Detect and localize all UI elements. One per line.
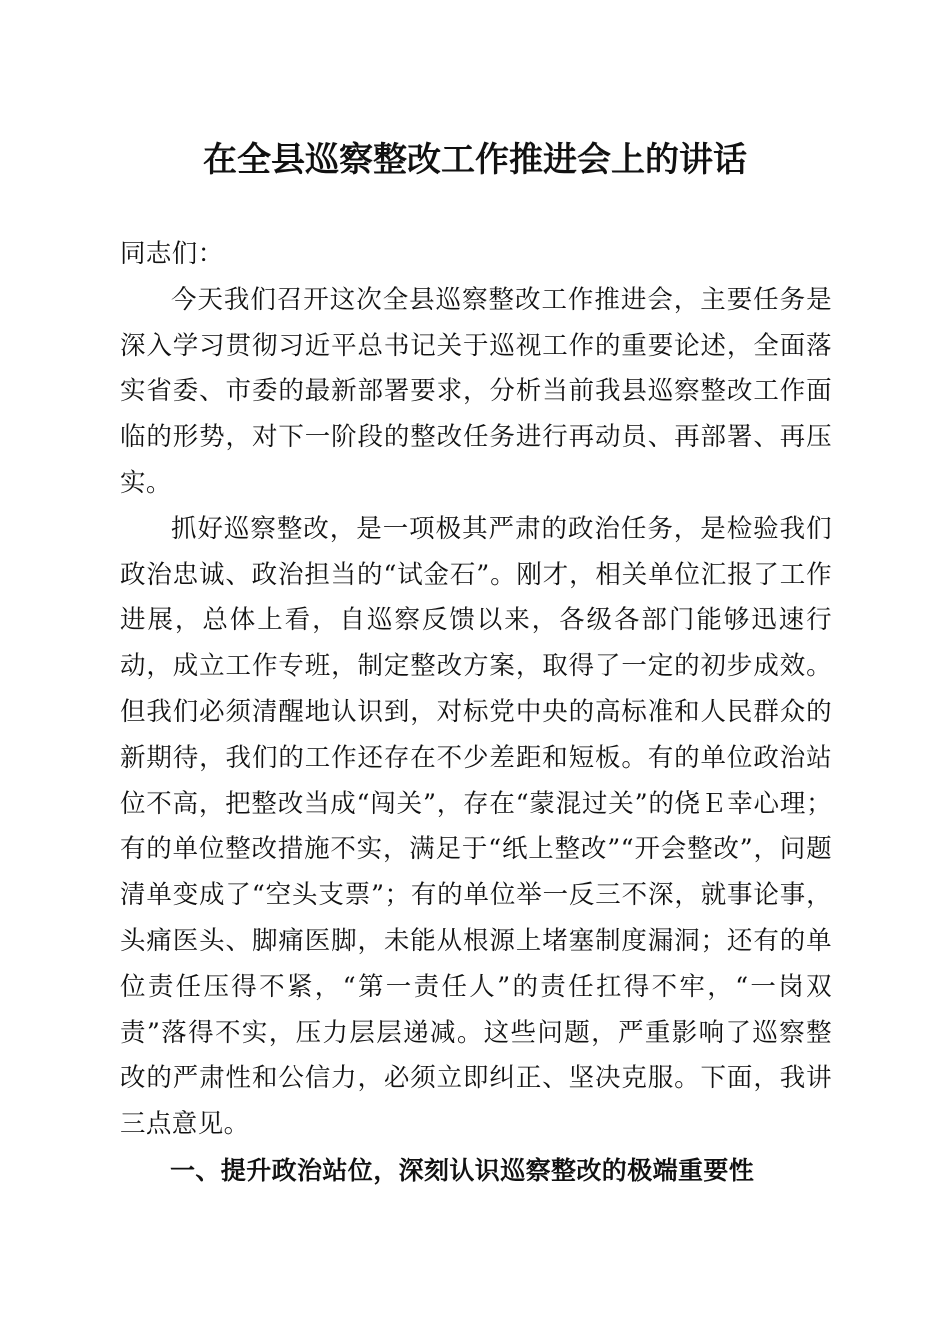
document-body [120, 232, 832, 1194]
paragraph-opening: 今天我们召开这次全县巡察整改工作推进会，主要任务是深入学习贯彻习近平总书记关于巡视工作的重要论述，全面落实省委、市委的最新部署要求，分析当前我县巡察整改工作面临的形势，对下一阶段的整改任务进行再动员、再部署、再压实。 [120, 284, 832, 498]
document-title: 在全县巡察整改工作推进会上的讲话 [203, 140, 747, 180]
paragraph-problems: 抓好巡察整改，是一项极其严肃的政治任务，是检验我们政治忠诚、政治担当的“试金石”。刚才，相关单位汇报了工作进展，总体上看，自巡察反馈以来，各级各部门能够迅速行动，成立工作专班，制定整改方案，取得了一定的初步成效。但我们必须清醒地认识到，对标党中央的高标准和人民群众的新期待，我们的工作还存在不少差距和短板。有的单位政治站位不高，把整改当成“闯关”，存在“蒙混过关”的侥Ｅ幸心理；有的单位整改措施不实，满足于“纸上整改”“开会整改”，问题清单变成了“空头支票”；有的单位举一反三不深，就事论事，头痛医头、脚痛医脚，未能从根源上堵塞制度漏洞；还有的单位责任压得不紧，“第一责任人”的责任扛得不牢，“一岗双责”落得不实，压力层层递减。这些问题，严重影响了巡察整改的严肃性和公信力，必须立即纠正、坚决克服。下面，我讲三点意见。 [120, 513, 832, 1140]
salutation: 同志们： [120, 239, 224, 269]
section-heading-one: 一、提升政治站位，深刻认识巡察整改的极端重要性 [170, 1155, 755, 1185]
